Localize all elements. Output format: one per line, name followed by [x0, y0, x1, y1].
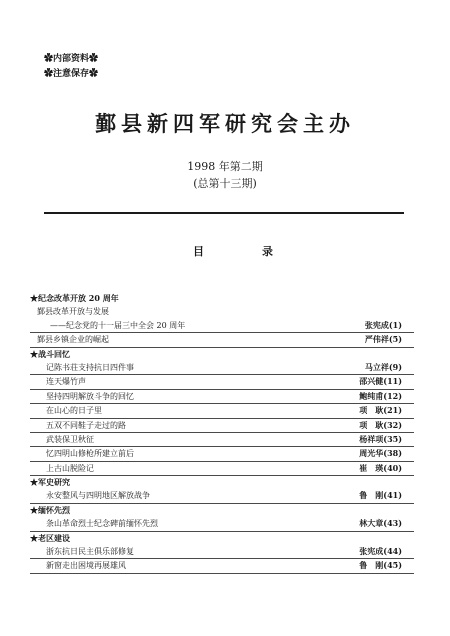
toc-entry-author-page: 鲁 刚(45) [359, 560, 402, 571]
toc-entry-title: 武装保卫秋征 [46, 434, 94, 444]
toc-entry-author-page: 邵兴健(11) [359, 376, 402, 387]
toc-entry [30, 404, 414, 418]
toc-heading [193, 243, 273, 259]
toc-section-title: ★军史研究 [30, 477, 70, 488]
toc-entry [30, 375, 414, 389]
toc-section-heading [30, 476, 414, 489]
toc-entry [30, 361, 414, 375]
internal-material-note: ✿内部资料✿ [44, 54, 99, 64]
toc-entry-title: 浙东抗日民主俱乐部修复 [46, 547, 134, 557]
toc-entry-title: 鄞县乡镇企业的崛起 [37, 335, 109, 345]
toc-entry-author-page: 鲁 刚(41) [359, 490, 402, 501]
toc-entry-author-page: 马立祥(9) [364, 361, 402, 372]
toc-section-heading [30, 504, 414, 517]
toc-entry-author-page: 张宪成(1) [364, 319, 402, 330]
toc-section-heading [30, 532, 414, 545]
toc-section-title: ★缅怀先烈 [30, 504, 70, 515]
toc-entry [30, 489, 414, 503]
toc-entry [30, 319, 414, 333]
toc-entry-author-page: 项 耿(32) [359, 419, 402, 430]
toc-entry-author-page: 张宪成(44) [359, 546, 402, 557]
toc-entry [30, 545, 414, 559]
toc-entry-title: 记陈书荘支持抗日四件事 [46, 362, 134, 372]
toc-entry-author-page: 崔 瑛(40) [359, 462, 402, 473]
toc-entry [30, 433, 414, 447]
toc-entry-author-page: 项 耿(21) [359, 405, 402, 416]
toc-entry [30, 333, 414, 347]
confidentiality-notes [44, 52, 98, 82]
toc-entry-title: 条山革命烈士纪念碑前缅怀先烈 [46, 519, 158, 529]
toc-entry-title: 鄞县改革开放与发展 [37, 307, 109, 317]
toc-entry-author-page: 严伟祥(5) [364, 334, 402, 345]
toc-entry-author-page: 周光华(38) [359, 448, 402, 459]
toc-entry [30, 419, 414, 433]
table-of-contents [30, 292, 414, 574]
toc-entry-title: 五双不同鞋子走过的路 [46, 420, 126, 430]
toc-section-heading [30, 292, 414, 305]
toc-heading-char-1: 目 [193, 245, 204, 258]
toc-section-title: ★纪念改革开放 20 周年 [30, 293, 119, 303]
toc-entry [30, 390, 414, 404]
toc-section-heading [30, 348, 414, 361]
toc-entry-title: ——纪念党的十一届三中全会 20 周年 [50, 320, 186, 330]
toc-entry-author-page: 林大章(43) [359, 518, 402, 529]
toc-section-title: ★老区建设 [30, 532, 70, 543]
title-divider [44, 212, 404, 214]
toc-entry-title: 在山心的日子里 [46, 406, 102, 416]
toc-entry-title: 忆四明山修枪所建立前后 [46, 449, 134, 459]
toc-entry-title: 连天爆竹声 [46, 377, 86, 387]
issue-number: 1998 年第二期 [187, 160, 263, 173]
toc-entry [30, 447, 414, 461]
toc-entry-title: 坚持四明解放斗争的回忆 [46, 391, 134, 401]
toc-entry-title: 永安整风与四明地区解放战争 [46, 491, 150, 501]
cumulative-issue-number: (总第十三期) [193, 177, 257, 190]
toc-entry-title: 新窗走出困境再展雄风 [46, 561, 126, 571]
keep-safe-note: ✿注意保存✿ [44, 69, 99, 79]
issue-info [0, 158, 450, 192]
toc-entry-title: 上古山脱险记 [46, 463, 94, 473]
toc-entry [30, 305, 414, 318]
toc-entry-author-page: 鲍纯甫(12) [359, 390, 402, 401]
toc-entry [30, 559, 414, 573]
toc-section-title: ★战斗回忆 [30, 348, 70, 359]
toc-entry [30, 517, 414, 531]
publication-title: 鄞县新四军研究会主办 [95, 111, 355, 136]
toc-entry [30, 462, 414, 476]
toc-heading-char-2: 录 [262, 245, 273, 258]
toc-entry-author-page: 杨祥项(35) [359, 433, 402, 444]
